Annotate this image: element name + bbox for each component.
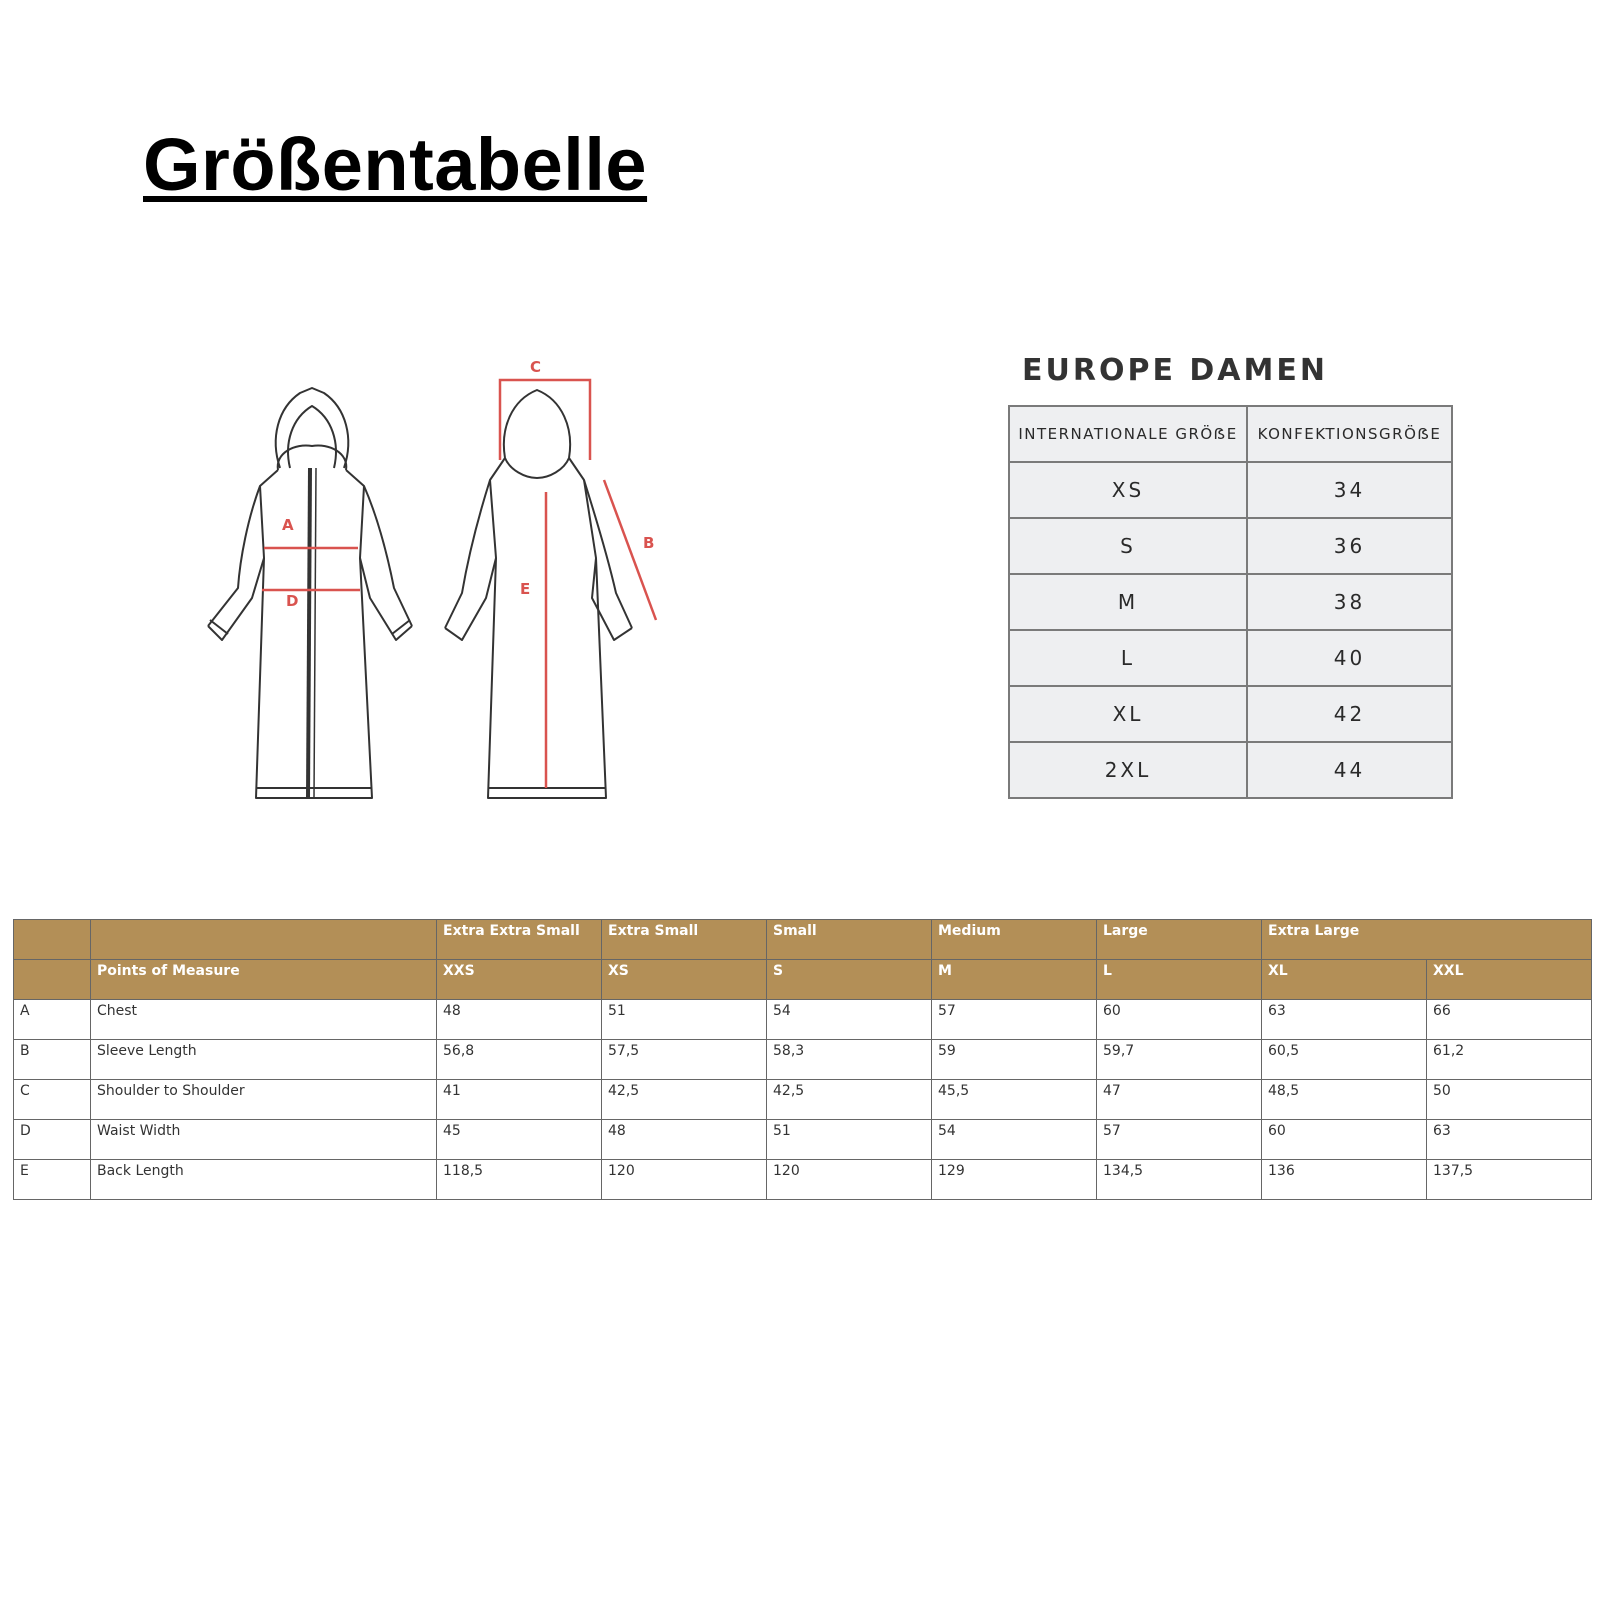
measure-value: 134,5 [1097, 1160, 1262, 1200]
measure-value: 66 [1427, 1000, 1592, 1040]
measure-value: 45,5 [932, 1080, 1097, 1120]
measure-value: 58,3 [767, 1040, 932, 1080]
size-name: Extra Large [1262, 920, 1592, 960]
measure-value: 51 [767, 1120, 932, 1160]
konfektion-size: 36 [1247, 518, 1452, 574]
garment-measurement-diagram [200, 358, 690, 828]
international-size: M [1009, 574, 1247, 630]
measure-value: 51 [602, 1000, 767, 1040]
table-row [14, 1160, 1592, 1200]
measure-value: 136 [1262, 1160, 1427, 1200]
table-row [1009, 742, 1452, 798]
konfektion-size: 42 [1247, 686, 1452, 742]
table-row [1009, 686, 1452, 742]
measure-name: Back Length [91, 1160, 437, 1200]
table-row [14, 1000, 1592, 1040]
measure-value: 63 [1262, 1000, 1427, 1040]
size-code: XXS [437, 960, 602, 1000]
measure-value: 61,2 [1427, 1040, 1592, 1080]
size-code-header-row [14, 960, 1592, 1000]
international-size: XS [1009, 462, 1247, 518]
measure-value: 41 [437, 1080, 602, 1120]
table-row [1009, 518, 1452, 574]
measure-value: 48 [437, 1000, 602, 1040]
table-row [1009, 462, 1452, 518]
header-international-size: INTERNATIONALE GRÖẞE [1009, 406, 1247, 462]
international-size: S [1009, 518, 1247, 574]
size-code: XS [602, 960, 767, 1000]
measure-value: 42,5 [767, 1080, 932, 1120]
measure-value: 57 [932, 1000, 1097, 1040]
measure-letter: C [14, 1080, 91, 1120]
table-row [1009, 630, 1452, 686]
front-view-sketch [208, 388, 412, 798]
label-e: E [520, 580, 531, 598]
header-empty-cell [91, 920, 437, 960]
measure-name: Sleeve Length [91, 1040, 437, 1080]
measurement-size-table [13, 919, 1592, 1200]
points-of-measure-header: Points of Measure [91, 960, 437, 1000]
back-view-sketch [445, 390, 632, 798]
measure-value: 54 [932, 1120, 1097, 1160]
measure-letter: B [14, 1040, 91, 1080]
measure-value: 129 [932, 1160, 1097, 1200]
measure-name: Chest [91, 1000, 437, 1040]
table-row [14, 1080, 1592, 1120]
label-c: C [530, 358, 542, 376]
size-name: Extra Extra Small [437, 920, 602, 960]
page-title: Größentabelle [143, 123, 648, 206]
measure-value: 60 [1262, 1120, 1427, 1160]
measure-name: Shoulder to Shoulder [91, 1080, 437, 1120]
measure-letter: E [14, 1160, 91, 1200]
measure-value: 54 [767, 1000, 932, 1040]
size-code: S [767, 960, 932, 1000]
size-name: Medium [932, 920, 1097, 960]
measure-value: 118,5 [437, 1160, 602, 1200]
size-name: Extra Small [602, 920, 767, 960]
measure-value: 56,8 [437, 1040, 602, 1080]
measure-value: 63 [1427, 1120, 1592, 1160]
label-d: D [286, 592, 299, 610]
size-code: XL [1262, 960, 1427, 1000]
measure-value: 45 [437, 1120, 602, 1160]
konfektion-size: 44 [1247, 742, 1452, 798]
konfektion-size: 40 [1247, 630, 1452, 686]
measure-value: 120 [767, 1160, 932, 1200]
measure-letter: A [14, 1000, 91, 1040]
measure-value: 57 [1097, 1120, 1262, 1160]
measure-value: 59,7 [1097, 1040, 1262, 1080]
measure-value: 48,5 [1262, 1080, 1427, 1120]
label-a: A [282, 516, 294, 534]
europe-size-table [1008, 405, 1453, 799]
measure-value: 42,5 [602, 1080, 767, 1120]
size-name-header-row [14, 920, 1592, 960]
measure-value: 120 [602, 1160, 767, 1200]
size-code: M [932, 960, 1097, 1000]
header-empty-cell [14, 960, 91, 1000]
europe-table-header-row [1009, 406, 1452, 462]
international-size: XL [1009, 686, 1247, 742]
international-size: 2XL [1009, 742, 1247, 798]
measure-value: 57,5 [602, 1040, 767, 1080]
measure-value: 137,5 [1427, 1160, 1592, 1200]
measure-name: Waist Width [91, 1120, 437, 1160]
international-size: L [1009, 630, 1247, 686]
table-row [1009, 574, 1452, 630]
measure-line-c [500, 380, 590, 460]
table-row [14, 1040, 1592, 1080]
size-code: L [1097, 960, 1262, 1000]
konfektion-size: 38 [1247, 574, 1452, 630]
konfektion-size: 34 [1247, 462, 1452, 518]
table-row [14, 1120, 1592, 1160]
label-b: B [643, 534, 655, 552]
size-name: Small [767, 920, 932, 960]
header-empty-cell [14, 920, 91, 960]
measure-value: 60,5 [1262, 1040, 1427, 1080]
measure-value: 50 [1427, 1080, 1592, 1120]
measure-value: 59 [932, 1040, 1097, 1080]
size-name: Large [1097, 920, 1262, 960]
measure-value: 47 [1097, 1080, 1262, 1120]
measure-value: 60 [1097, 1000, 1262, 1040]
measure-letter: D [14, 1120, 91, 1160]
header-konfektion-size: KONFEKTIONSGRÖẞE [1247, 406, 1452, 462]
measure-value: 48 [602, 1120, 767, 1160]
size-code: XXL [1427, 960, 1592, 1000]
europe-damen-title: EUROPE DAMEN [1022, 353, 1328, 388]
